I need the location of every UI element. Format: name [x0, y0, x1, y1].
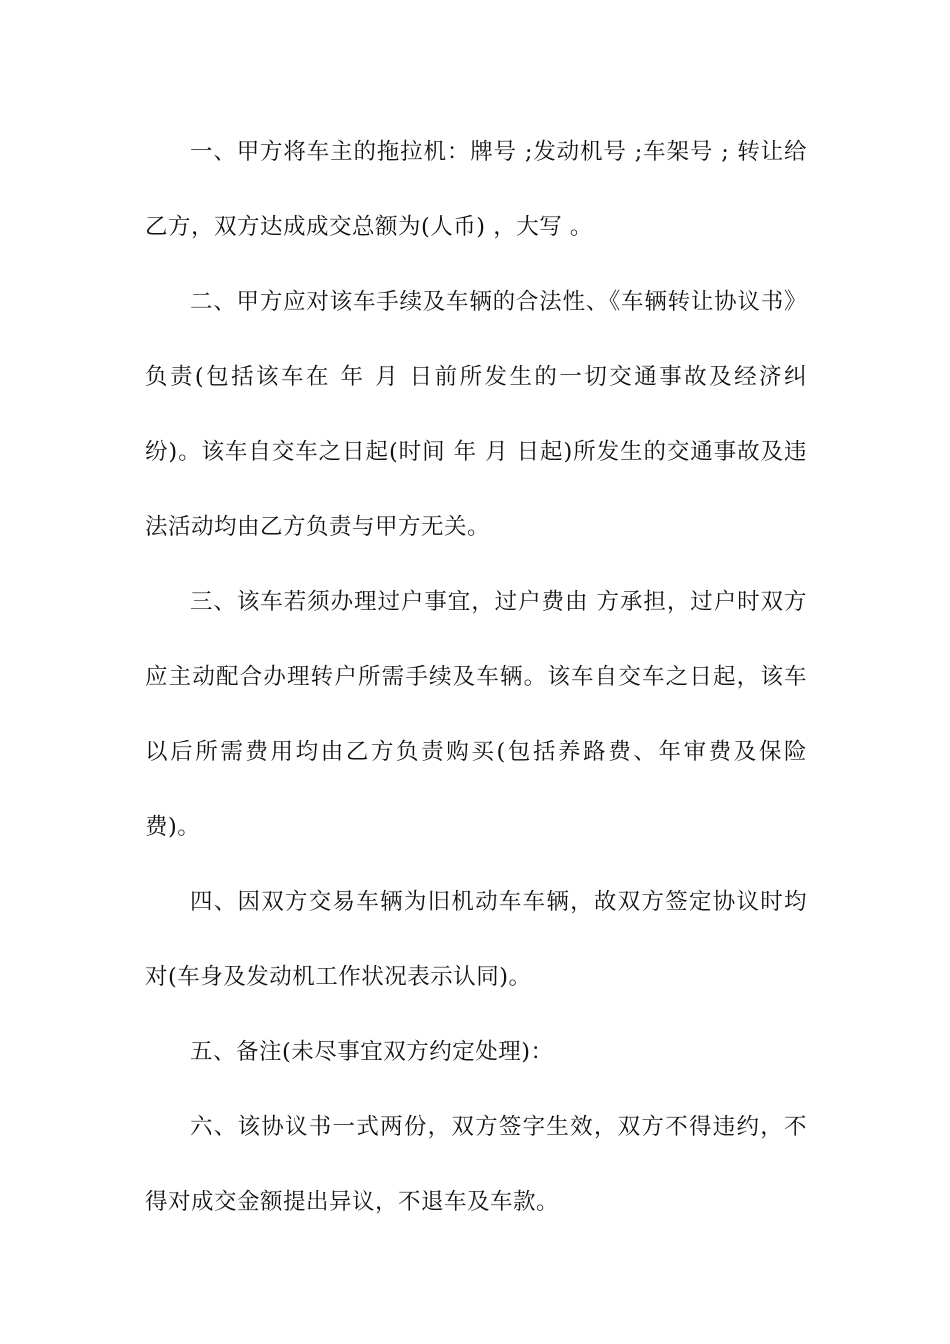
clause-2: 二、甲方应对该车手续及车辆的合法性、《车辆转让协议书》负责(包括该车在 年 月 日前所发生的一切交通事故及经济纠纷)。该车自交车之日起(时间 年 月 日起)所发生的交通事故及违法活动均由乙方负责与甲方无关。: [145, 289, 807, 540]
clause-3: 三、该车若须办理过户事宜，过户费由 方承担，过户时双方应主动配合办理转户所需手续及车辆。该车自交车之日起，该车以后所需费用均由乙方负责购买(包括养路费、年审费及保险费)。: [145, 589, 807, 840]
clause-6: 六、该协议书一式两份，双方签字生效，双方不得违约，不得对成交金额提出异议，不退车及车款。: [145, 1114, 807, 1215]
clause-1: 一、甲方将车主的拖拉机：牌号 ;发动机号 ;车架号 ; 转让给乙方，双方达成成交总额为(人币) ，大写 。: [145, 139, 807, 240]
clause-5: 五、备注(未尽事宜双方约定处理)：: [190, 1039, 554, 1065]
document-body: [145, 115, 807, 1240]
clause-4: 四、因双方交易车辆为旧机动车车辆，故双方签定协议时均对(车身及发动机工作状况表示认同)。: [145, 889, 807, 990]
